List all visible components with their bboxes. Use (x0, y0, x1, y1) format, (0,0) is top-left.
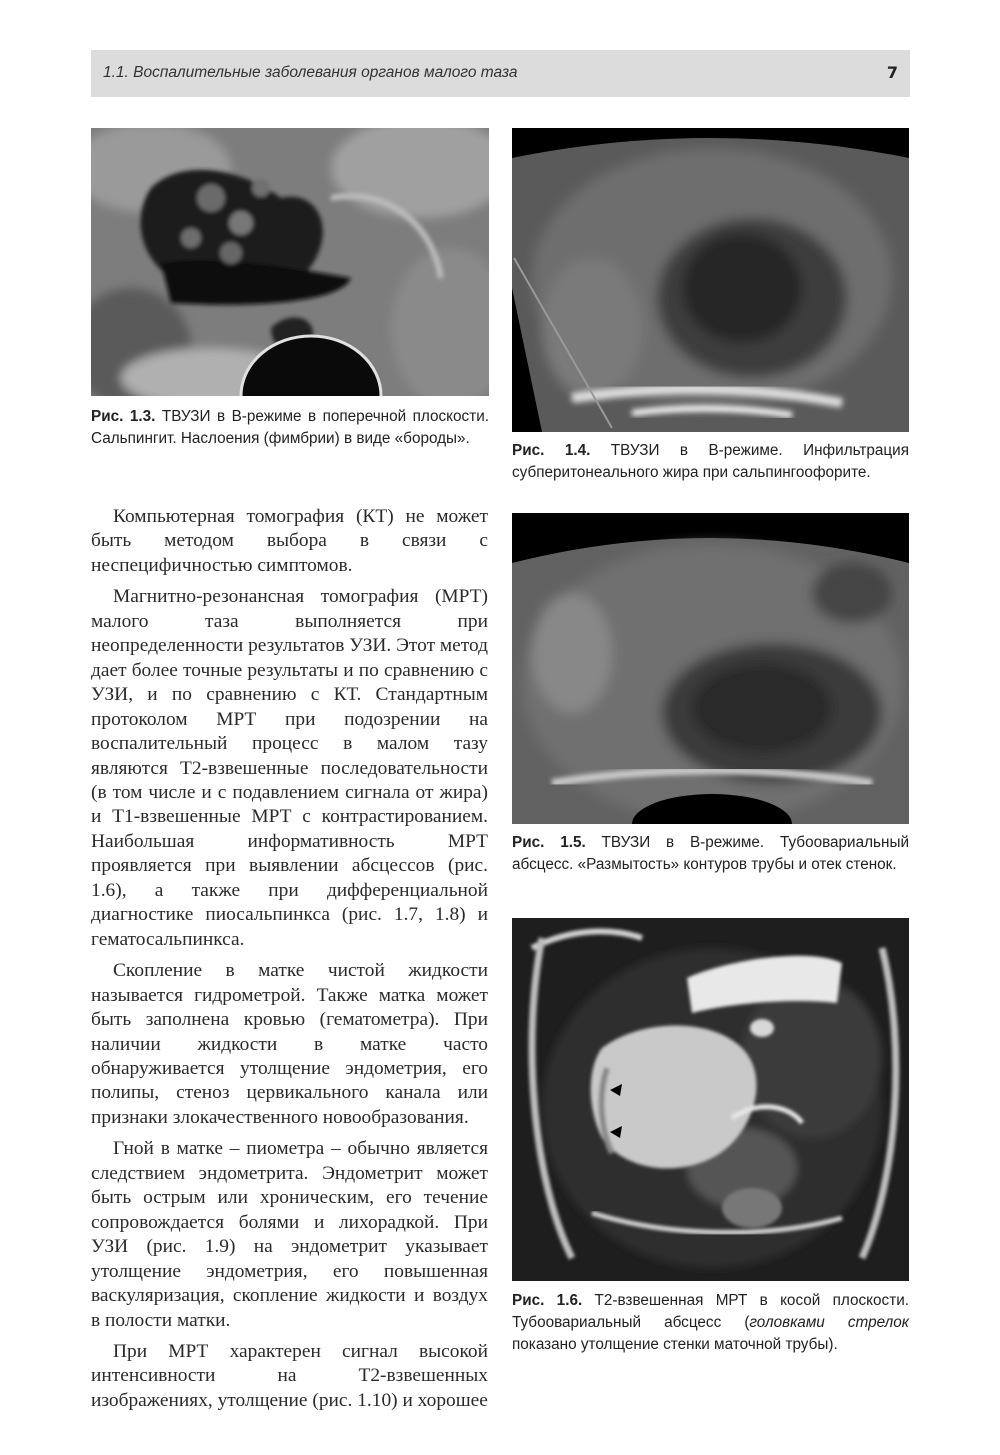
figure-1-5-caption (512, 832, 909, 876)
figure-1-3-caption (91, 406, 489, 450)
caption-text: ТВУЗИ в В-режиме. Тубоовариальный абсцесс. «Размытость» контуров трубы и отек стенок. (512, 834, 909, 873)
running-header (91, 50, 910, 97)
figure-number: Рис. 1.6. (512, 1292, 583, 1309)
paragraph: При МРТ характерен сигнал высокой интенсивности на Т2-взвешенных изображениях, утолщение (рис. 1.10) и хорошее (91, 1340, 488, 1411)
caption-text-a: Т2-взвешенная МРТ в косой плоскости. Тубоовариальный абсцесс ( (512, 1292, 909, 1331)
caption-text: ТВУЗИ в В-режиме в поперечной плоскости. Сальпингит. Наслоения (фимбрии) в виде «бороды». (91, 408, 489, 447)
figure-number: Рис. 1.3. (91, 408, 156, 425)
paragraph: Магнитно-резонансная томография (МРТ) малого таза выполняется при неопределенности результатов УЗИ. Этот метод дает более точные результаты и по сравнению с УЗИ, и по сравнению с КТ. Стандартным протоколом МРТ при подозрении на воспалительный процесс в малом тазу являются Т2-взвешенные последовательности (в том числе и с подавлением сигнала от жира) и Т1-взвешенные МРТ с контрастированием. Наибольшая информативность МРТ проявляется при выявлении абсцессов (рис. 1.6), а также при дифференциальной диагностике пиосальпинкса (рис. 1.7, 1.8) и гематосальпинкса. (91, 586, 489, 950)
body-text-column (91, 505, 488, 1420)
figure-1-6-caption (512, 1290, 909, 1356)
caption-text-b: показано утолщение стенки маточной трубы). (512, 1336, 838, 1353)
figure-1-5-image (512, 513, 909, 824)
figure-1-4-caption (512, 440, 909, 484)
paragraph: Гной в матке – пиометра – обычно является следствием эндометрита. Эндометрит может быть острым или хроническим, его течение сопровождается болями и лихорадкой. При УЗИ (рис. 1.9) на эндометрит указывает утолщение эндометрия, его повышенная васкуляризация, скопление жидкости и воздух в полости матки. (91, 1138, 488, 1331)
figure-1-3-image (91, 128, 489, 396)
paragraph: Скопление в матке чистой жидкости называется гидрометрой. Также матка может быть заполнена кровью (гематометра). При наличии жидкости в матке часто обнаруживается утолщение эндометрия, его полипы, стеноз цервикального канала или признаки злокачественного новообразования. (91, 960, 488, 1128)
chapter-title: 1.1. Воспалительные заболевания органов малого таза (103, 64, 518, 81)
figure-1-6-image (512, 918, 909, 1281)
caption-text: ТВУЗИ в В-режиме. Инфильтрация субперитонеального жира при сальпингоофорите. (512, 442, 910, 481)
caption-text-italic: головками стрелок (749, 1314, 909, 1331)
figure-1-4-image (512, 128, 909, 432)
figure-number: Рис. 1.4. (512, 442, 591, 459)
page-number: 7 (886, 63, 898, 82)
paragraph: Компьютерная томография (КТ) не может быть методом выбора в связи с неспецифичностью симптомов. (91, 506, 488, 576)
figure-number: Рис. 1.5. (512, 834, 586, 851)
